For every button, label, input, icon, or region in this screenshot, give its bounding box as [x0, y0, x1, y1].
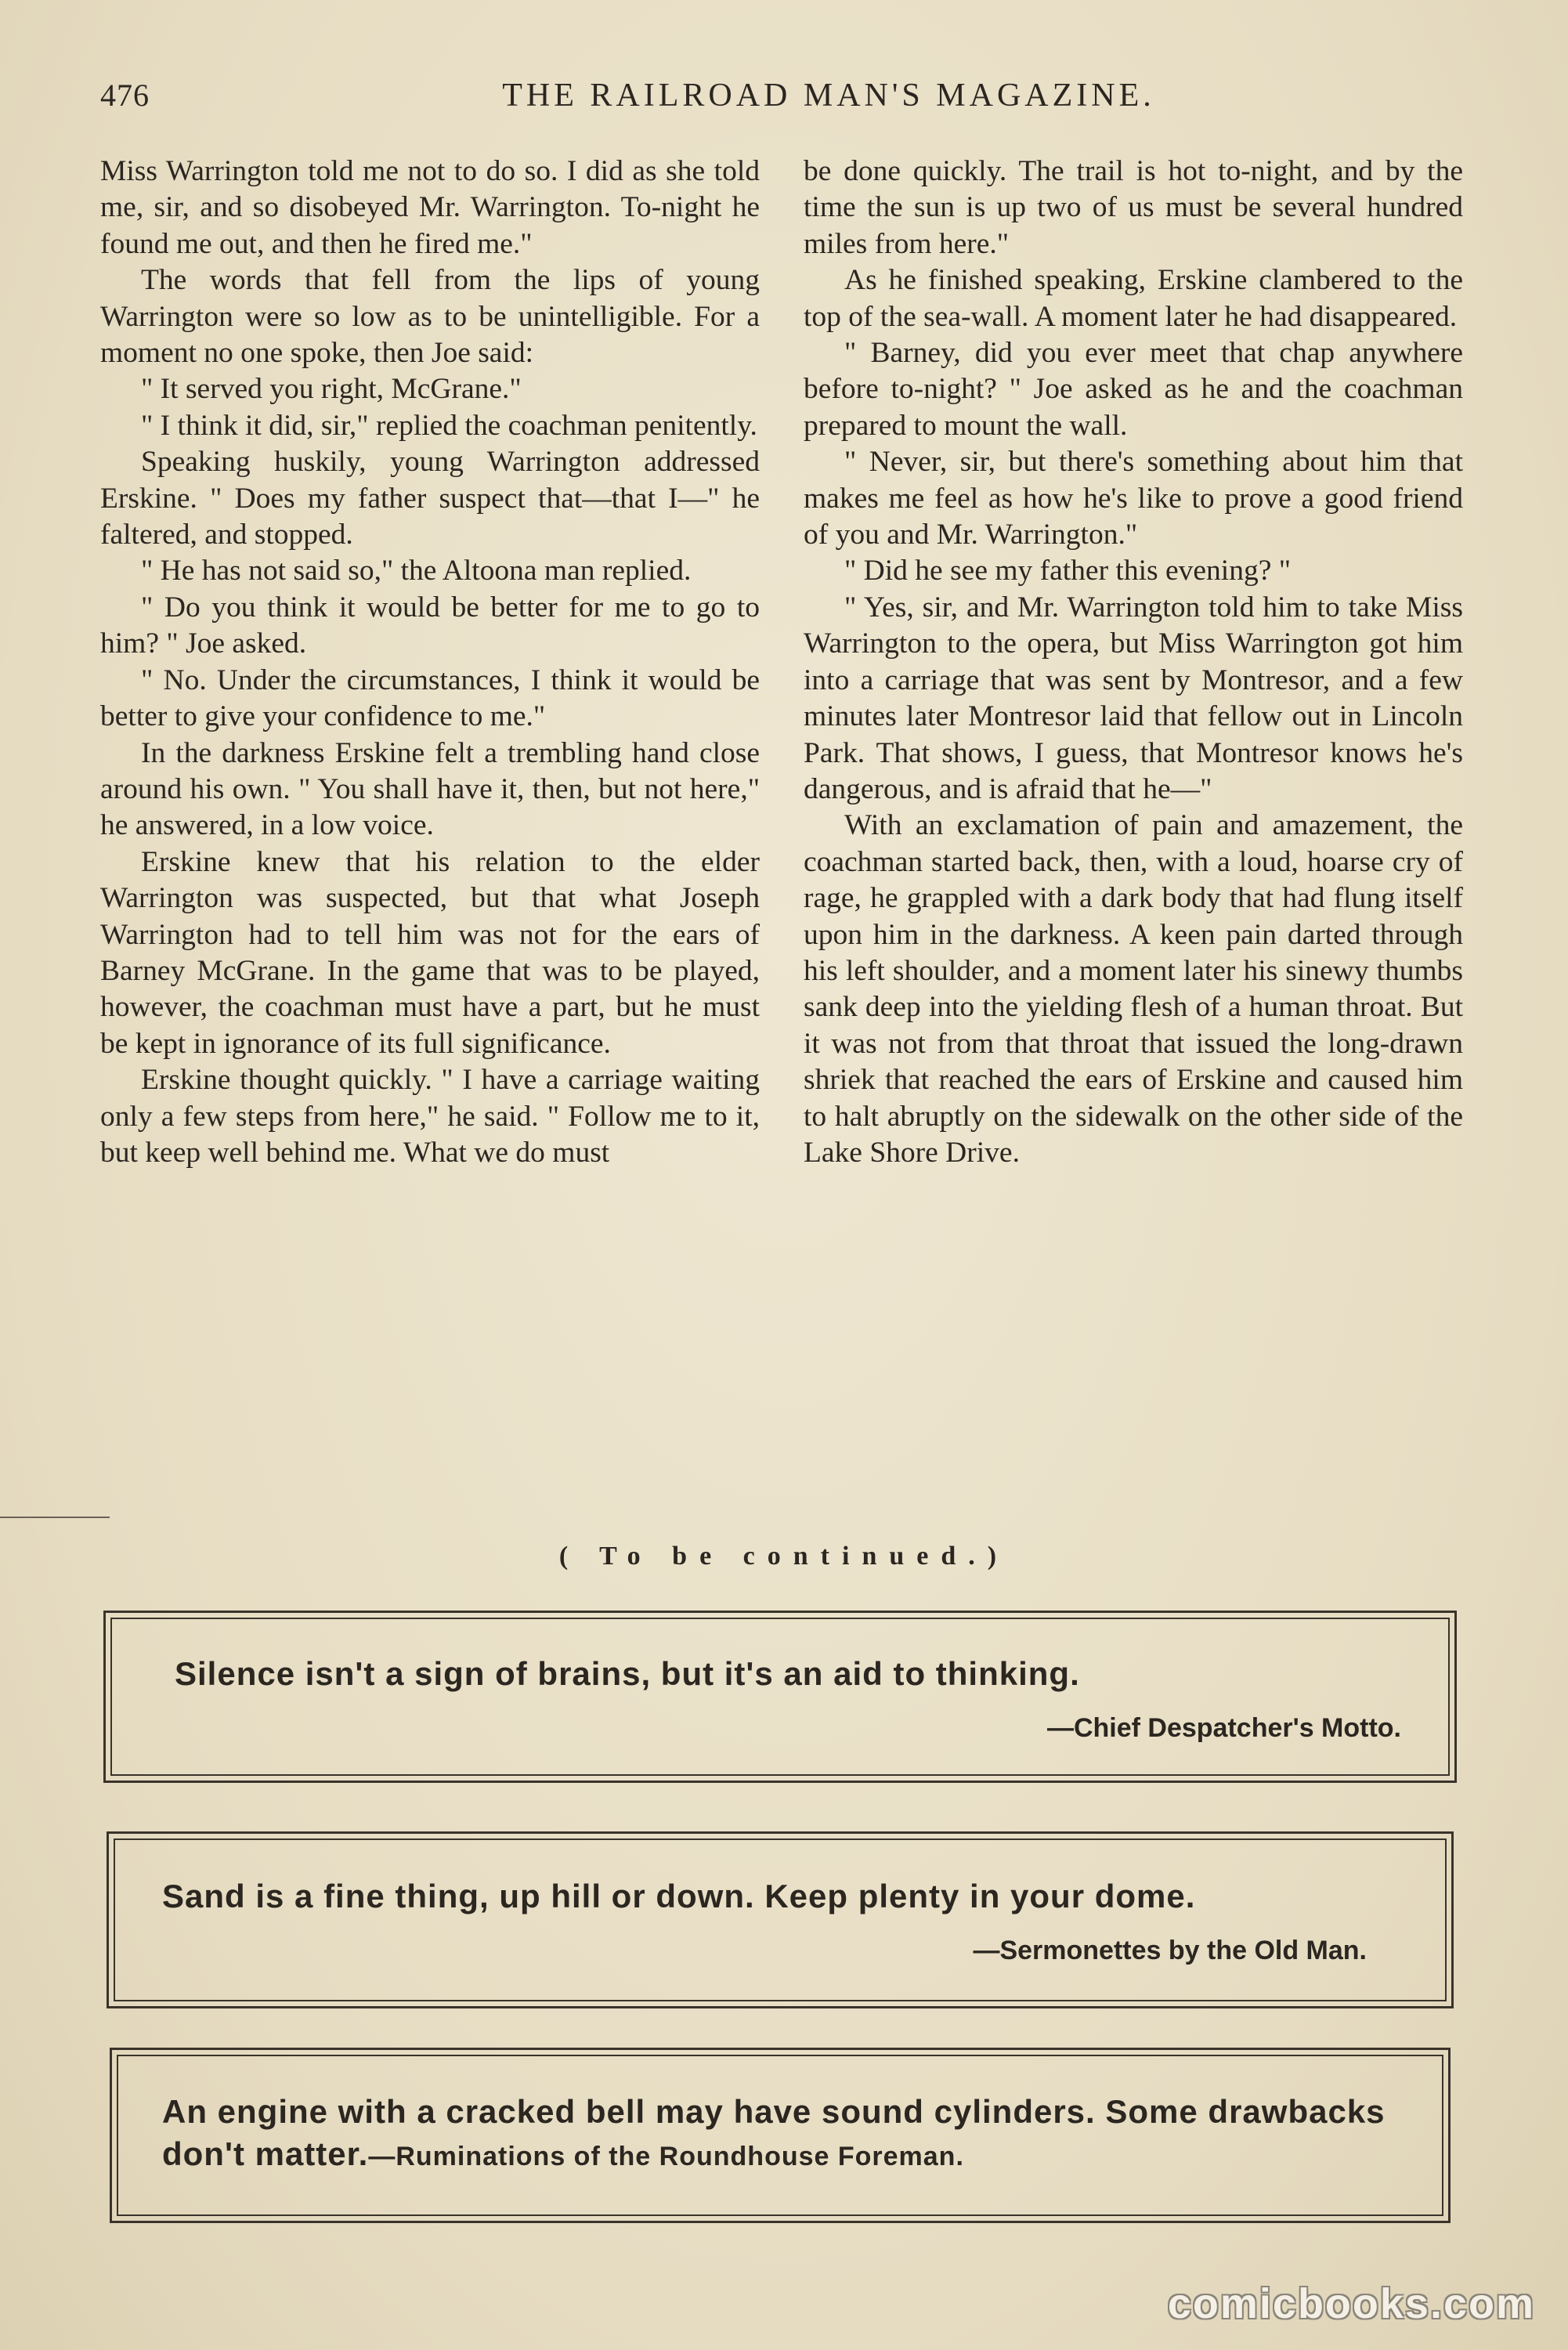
running-head: THE RAILROAD MAN'S MAGAZINE.: [502, 78, 1155, 114]
paragraph: " Barney, did you ever meet that chap anywhere before to-night? " Joe asked as he and the coachman prepared to mount the wall.: [804, 337, 1463, 442]
margin-line: [0, 1517, 110, 1518]
right-column: [804, 154, 1463, 1171]
paragraph: " No. Under the circumstances, I think it would be better to give your confidence to me.": [100, 663, 760, 733]
page-header: [100, 77, 1463, 124]
paragraph: " It served you right, McGrane.": [141, 373, 522, 406]
motto-box: [103, 1611, 1457, 1783]
page-number: 476: [100, 78, 150, 113]
motto-text: [162, 2091, 1395, 2178]
motto-attribution: —Chief Despatcher's Motto.: [1046, 1713, 1401, 1743]
paragraph: " Did he see my father this evening? ": [844, 555, 1292, 588]
paragraph: " I think it did, sir," replied the coachman penitently.: [141, 409, 757, 442]
paragraph: " Never, sir, but there's something about him that makes me feel as how he's like to prove a good friend of you and Mr. Warrington.": [804, 446, 1463, 551]
motto-inner-border: [110, 1618, 1450, 1776]
paragraph: be done quickly. The trail is hot to-night, and by the time the sun is up two of us must be several hundred miles from here.": [804, 155, 1463, 260]
left-column: [100, 154, 760, 1171]
paragraph: The words that fell from the lips of young Warrington were so low as to be unintelligible. For a moment no one spoke, then Joe said:: [100, 264, 760, 370]
motto-body: An engine with a cracked bell may have sound cylinders. Some drawbacks don't matter.: [162, 2093, 1386, 2172]
paragraph: Miss Warrington told me not to do so. I did as she told me, sir, and so disobeyed Mr. Warrington. To-night he found me out, and then he fired me.": [100, 155, 760, 260]
watermark-logo: comicbooks.com: [1167, 2280, 1535, 2327]
paragraph: Speaking huskily, young Warrington addressed Erskine. " Does my father suspect that—that I—" he faltered, and stopped.: [100, 446, 760, 551]
motto-box: [107, 1831, 1454, 2008]
motto-attribution: —Sermonettes by the Old Man.: [973, 1936, 1367, 1965]
motto-inner-border: [114, 1838, 1447, 2001]
motto-text: Sand is a fine thing, up hill or down. Keep plenty in your dome.: [162, 1878, 1196, 1914]
to-be-continued: ( To be continued.): [558, 1542, 1010, 1571]
motto-box: [110, 2048, 1451, 2223]
paragraph: " He has not said so," the Altoona man replied.: [141, 555, 692, 588]
paragraph: " Yes, sir, and Mr. Warrington told him to take Miss Warrington to the opera, but Miss Warrington got him into a carriage that was sent by Montresor, and a few minutes later Montresor laid that fellow out in Lincoln Park. That shows, I guess, that Montresor knows he's dangerous, and is afraid that he—": [804, 591, 1463, 805]
paragraph: As he finished speaking, Erskine clambered to the top of the sea-wall. A moment later he had disappeared.: [804, 264, 1463, 333]
paragraph: Erskine knew that his relation to the elder Warrington was suspected, but that what Joseph Warrington had to tell him was not for the ears of Barney McGrane. In the game that was to be played, however, the coachman must have a part, but he must be kept in ignorance of its full significance.: [100, 845, 760, 1060]
motto-attribution: —Ruminations of the Roundhouse Foreman.: [368, 2142, 964, 2171]
paragraph: Erskine thought quickly. " I have a carriage waiting only a few steps from here," he said. " Follow me to it, but keep well behind me. What we do must: [100, 1064, 760, 1169]
motto-inner-border: [117, 2055, 1443, 2216]
paragraph: With an exclamation of pain and amazement, the coachman started back, then, with a loud, hoarse cry of rage, he grappled with a dark body that had flung itself upon him in the darkness. A keen pain darted through his left shoulder, and a moment later his sinewy thumbs sank deep into the yielding flesh of a human throat. But it was not from that throat that issued the long-drawn shriek that reached the ears of Erskine and caused him to halt abruptly on the sidewalk on the other side of the Lake Shore Drive.: [804, 809, 1463, 1169]
paragraph: " Do you think it would be better for me to go to him? " Joe asked.: [100, 591, 760, 660]
motto-text: Silence isn't a sign of brains, but it's an aid to thinking.: [175, 1655, 1080, 1692]
paragraph: In the darkness Erskine felt a trembling hand close around his own. " You shall have it, then, but not here," he answered, in a low voice.: [100, 736, 760, 842]
